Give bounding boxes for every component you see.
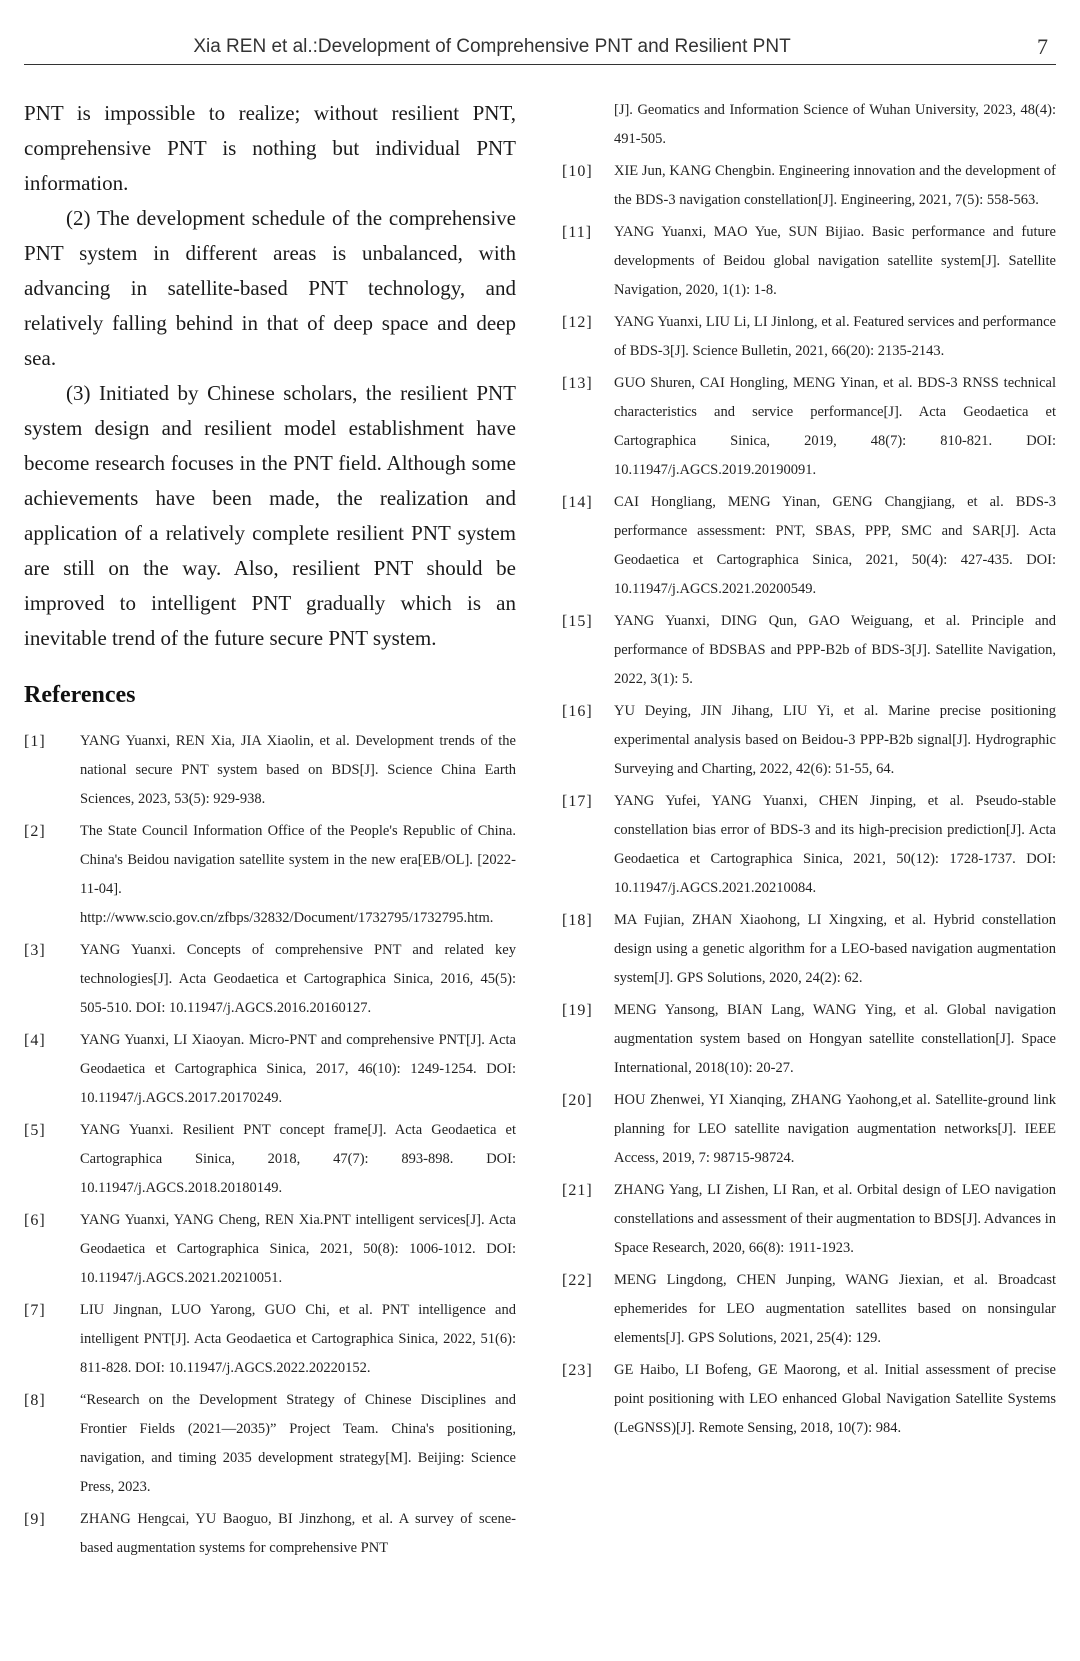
reference-number: [9] — [24, 1511, 46, 1528]
right-column — [562, 96, 1056, 1446]
body-paragraph: PNT is impossible to realize; without resilient PNT, comprehensive PNT is nothing but individual PNT information. — [24, 101, 516, 195]
reference-item — [24, 1026, 516, 1113]
reference-number: [14] — [562, 494, 593, 511]
body-paragraph: (2) The development schedule of the comprehensive PNT system in different areas is unbalanced, with advancing in satellite-based PNT technology, and relatively falling behind in that of deep space and deep sea. — [24, 206, 516, 370]
reference-item — [562, 1356, 1056, 1443]
reference-text: YANG Yuanxi, LI Xiaoyan. Micro-PNT and comprehensive PNT[J]. Acta Geodaetica et Cartographica Sinica, 2017, 46(10): 1249-1254. DOI: 10.11947/j.AGCS.2017.20170249. — [80, 1032, 516, 1106]
reference-number: [1] — [24, 733, 46, 750]
reference-text: MA Fujian, ZHAN Xiaohong, LI Xingxing, et al. Hybrid constellation design using a genetic algorithm for a LEO-based navigation augmentation system[J]. GPS Solutions, 2020, 24(2): 62. — [614, 912, 1056, 986]
running-header — [24, 30, 1056, 65]
reference-number: [21] — [562, 1182, 593, 1199]
reference-text: LIU Jingnan, LUO Yarong, GUO Chi, et al. PNT intelligence and intelligent PNT[J]. Acta Geodaetica et Cartographica Sinica, 2022, 51(6): 811-828. DOI: 10.11947/j.AGCS.2022.20220152. — [80, 1302, 516, 1376]
reference-text: YANG Yuanxi. Concepts of comprehensive PNT and related key technologies[J]. Acta Geodaetica et Cartographica Sinica, 2016, 45(5): 505-510. DOI: 10.11947/j.AGCS.2016.20160127. — [80, 942, 516, 1016]
reference-number: [2] — [24, 823, 46, 840]
reference-number: [16] — [562, 703, 593, 720]
reference-item — [562, 787, 1056, 903]
reference-number: [4] — [24, 1032, 46, 1049]
reference-number: [3] — [24, 942, 46, 959]
reference-number: [17] — [562, 793, 593, 810]
reference-number: [20] — [562, 1092, 593, 1109]
reference-text: GE Haibo, LI Bofeng, GE Maorong, et al. Initial assessment of precise point positioning with LEO enhanced Global Navigation Satellite Systems (LeGNSS)[J]. Remote Sensing, 2018, 10(7): 984. — [614, 1362, 1056, 1436]
reference-item — [562, 996, 1056, 1083]
page-number: 7 — [1037, 34, 1048, 59]
reference-text: YANG Yuanxi, YANG Cheng, REN Xia.PNT intelligent services[J]. Acta Geodaetica et Cartographica Sinica, 2021, 50(8): 1006-1012. DOI: 10.11947/j.AGCS.2021.20210051. — [80, 1212, 516, 1286]
reference-item — [24, 1386, 516, 1502]
reference-item — [562, 697, 1056, 784]
reference-text: XIE Jun, KANG Chengbin. Engineering innovation and the development of the BDS-3 navigation constellation[J]. Engineering, 2021, 7(5): 558-563. — [614, 163, 1056, 208]
reference-item — [562, 1176, 1056, 1263]
reference-list-left — [24, 727, 516, 1563]
reference-item — [562, 607, 1056, 694]
reference-number: [6] — [24, 1212, 46, 1229]
reference-text: YANG Yufei, YANG Yuanxi, CHEN Jinping, et al. Pseudo-stable constellation bias error of BDS-3 and its high-precision prediction[J]. Acta Geodaetica et Cartographica Sinica, 2021, 50(12): 1728-1737. DOI: 10.11947/j.AGCS.2021.20210084. — [614, 793, 1056, 896]
reference-text: YANG Yuanxi, REN Xia, JIA Xiaolin, et al. Development trends of the national secure PNT system based on BDS[J]. Science China Earth Sciences, 2023, 53(5): 929-938. — [80, 733, 516, 807]
references-heading: References — [24, 682, 136, 708]
reference-item — [562, 157, 1056, 215]
reference-number: [22] — [562, 1272, 593, 1289]
reference-text: YANG Yuanxi, DING Qun, GAO Weiguang, et al. Principle and performance of BDSBAS and PPP-B2b of BDS-3[J]. Satellite Navigation, 2022, 3(1): 5. — [614, 613, 1056, 687]
reference-text: CAI Hongliang, MENG Yinan, GENG Changjiang, et al. BDS-3 performance assessment: PNT, SBAS, PPP, SMC and SAR[J]. Acta Geodaetica et Cartographica Sinica, 2021, 50(4): 427-435. DOI: 10.11947/j.AGCS.2021.20200549. — [614, 494, 1056, 597]
reference-text: “Research on the Development Strategy of Chinese Disciplines and Frontier Fields (2021—2035)” Project Team. China's positioning, navigation, and timing 2035 development strategy[M]. Beijing: Science Press, 2023. — [80, 1392, 516, 1495]
reference-text: GUO Shuren, CAI Hongling, MENG Yinan, et al. BDS-3 RNSS technical characteristics and service performance[J]. Acta Geodaetica et Cartographica Sinica, 2019, 48(7): 810-821. DOI: 10.11947/j.AGCS.2019.20190091. — [614, 375, 1056, 478]
reference-number: [11] — [562, 224, 593, 241]
reference-number: [23] — [562, 1362, 593, 1379]
reference-text: MENG Lingdong, CHEN Junping, WANG Jiexian, et al. Broadcast ephemerides for LEO augmentation satellites based on nonsingular elements[J]. GPS Solutions, 2021, 25(4): 129. — [614, 1272, 1056, 1346]
reference-number: [8] — [24, 1392, 46, 1409]
reference-text: The State Council Information Office of the People's Republic of China. China's Beidou navigation satellite system in the new era[EB/OL]. [2022-11-04]. http://www.scio.gov.cn/zfbps/32832/Document/1732795/1732795.htm. — [80, 823, 516, 926]
reference-text: HOU Zhenwei, YI Xianqing, ZHANG Yaohong,et al. Satellite-ground link planning for LEO satellite navigation augmentation networks[J]. IEEE Access, 2019, 7: 98715-98724. — [614, 1092, 1056, 1166]
reference-item — [562, 488, 1056, 604]
reference-list-right — [562, 96, 1056, 1443]
reference-item — [562, 1266, 1056, 1353]
reference-item — [562, 906, 1056, 993]
reference-number: [7] — [24, 1302, 46, 1319]
reference-number: [19] — [562, 1002, 593, 1019]
reference-item — [24, 1505, 516, 1563]
reference-number: [15] — [562, 613, 593, 630]
reference-text: ZHANG Hengcai, YU Baoguo, BI Jinzhong, et al. A survey of scene-based augmentation systems for comprehensive PNT — [80, 1511, 516, 1556]
reference-item-continued — [562, 96, 1056, 154]
body-paragraph: (3) Initiated by Chinese scholars, the resilient PNT system design and resilient model establishment have become research focuses in the PNT field. Although some achievements have been made, the realization and application of a relatively complete resilient PNT system are still on the way. Also, resilient PNT should be improved to intelligent PNT gradually which is an inevitable trend of the future secure PNT system. — [24, 381, 516, 650]
reference-number: [5] — [24, 1122, 46, 1139]
reference-item — [24, 727, 516, 814]
reference-text: MENG Yansong, BIAN Lang, WANG Ying, et al. Global navigation augmentation system based on Hongyan satellite constellation[J]. Space International, 2018(10): 20-27. — [614, 1002, 1056, 1076]
reference-item — [24, 1296, 516, 1383]
reference-text: [J]. Geomatics and Information Science of Wuhan University, 2023, 48(4): 491-505. — [614, 102, 1056, 147]
reference-number: [12] — [562, 314, 593, 331]
reference-number: [13] — [562, 375, 593, 392]
reference-item — [24, 1116, 516, 1203]
running-title: Xia REN et al.:Development of Comprehensive PNT and Resilient PNT — [193, 36, 791, 57]
reference-item — [562, 308, 1056, 366]
reference-item — [24, 1206, 516, 1293]
reference-item — [562, 369, 1056, 485]
reference-number: [10] — [562, 163, 593, 180]
reference-item — [24, 936, 516, 1023]
left-column — [24, 96, 516, 1566]
reference-text: YU Deying, JIN Jihang, LIU Yi, et al. Marine precise positioning experimental analysis based on Beidou-3 PPP-B2b signal[J]. Hydrographic Surveying and Charting, 2022, 42(6): 51-55, 64. — [614, 703, 1056, 777]
reference-item — [562, 218, 1056, 305]
reference-text: YANG Yuanxi, LIU Li, LI Jinlong, et al. Featured services and performance of BDS-3[J]. Science Bulletin, 2021, 66(20): 2135-2143. — [614, 314, 1056, 359]
reference-item — [24, 817, 516, 933]
reference-text: YANG Yuanxi, MAO Yue, SUN Bijiao. Basic performance and future developments of Beidou global navigation satellite system[J]. Satellite Navigation, 2020, 1(1): 1-8. — [614, 224, 1056, 298]
reference-text: ZHANG Yang, LI Zishen, LI Ran, et al. Orbital design of LEO navigation constellations and assessment of their augmentation to BDS[J]. Advances in Space Research, 2020, 66(8): 1911-1923. — [614, 1182, 1056, 1256]
reference-item — [562, 1086, 1056, 1173]
reference-text: YANG Yuanxi. Resilient PNT concept frame[J]. Acta Geodaetica et Cartographica Sinica, 2018, 47(7): 893-898. DOI: 10.11947/j.AGCS.2018.20180149. — [80, 1122, 516, 1196]
reference-number: [18] — [562, 912, 593, 929]
